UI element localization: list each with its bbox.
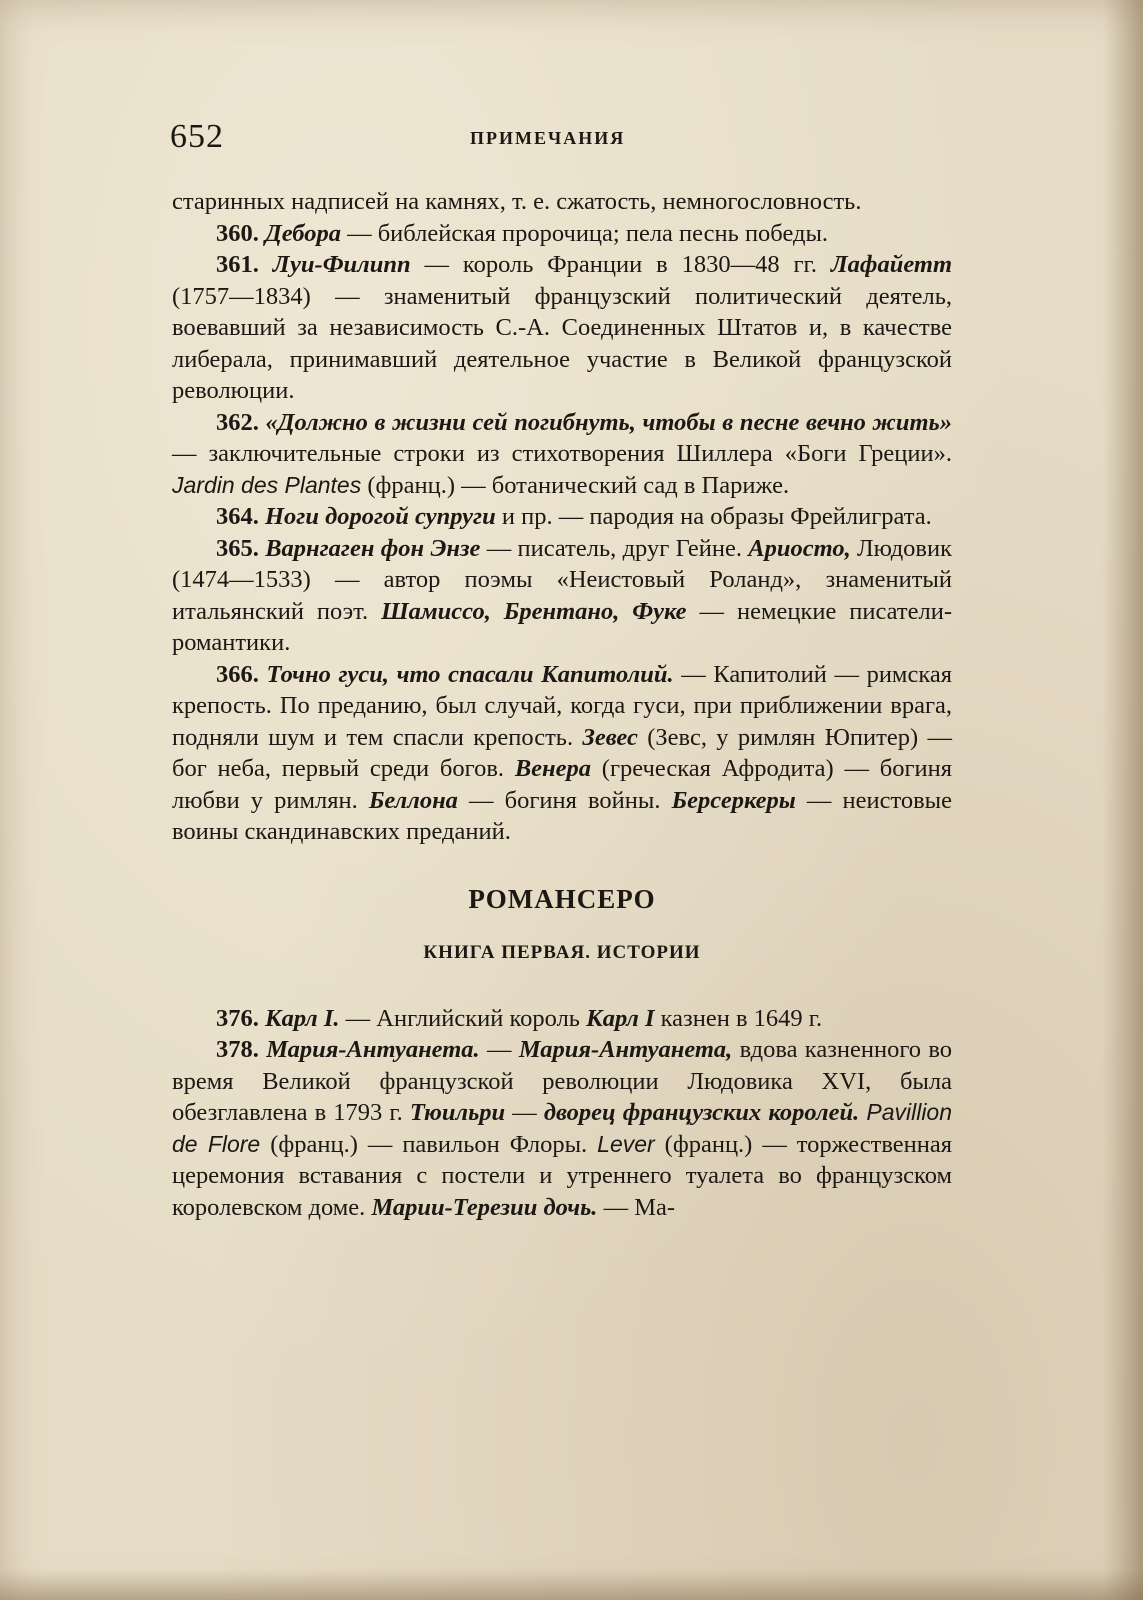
note-term: Венера xyxy=(514,755,592,782)
note-paragraph xyxy=(172,407,952,502)
note-term: «Должно в жизни сей погибнуть, чтобы в песне вечно жить» xyxy=(265,408,953,436)
note-term: Варнгаген фон Энзе xyxy=(265,534,481,562)
note-term: Луи-Филипп xyxy=(272,251,411,278)
note-paragraph xyxy=(172,501,952,533)
note-text: — король Франции в 1830—48 гг. xyxy=(410,251,831,278)
foreign-term: Lever xyxy=(597,1130,655,1157)
note-number: 365. xyxy=(216,534,266,562)
note-term: Берсеркеры xyxy=(671,786,796,814)
note-term: Мария-Антуанета. xyxy=(266,1036,480,1063)
note-text: (франц.) — ботанический сад в Париже. xyxy=(361,471,790,499)
note-paragraph xyxy=(172,1034,952,1223)
note-text: — богиня войны. xyxy=(457,786,672,814)
note-text: — xyxy=(479,1036,519,1063)
note-term: Беллона xyxy=(368,786,458,814)
note-paragraph xyxy=(172,249,952,407)
page-header xyxy=(170,118,950,160)
notes-group-heine xyxy=(172,218,952,848)
note-text: — заключительные строки из стихотворения Шиллера «Боги Греции». xyxy=(172,440,952,467)
note-term: Карл I. xyxy=(265,1004,340,1032)
note-text: — писатель, друг Гейне. xyxy=(480,534,749,562)
note-text: (франц.) — торжественная церемония вставания с постели и утреннего туалета во французском королевском доме. xyxy=(172,1130,953,1221)
section-title: РОМАНСЕРО xyxy=(468,883,656,914)
foreign-term: Pavillion de Flore xyxy=(172,1099,953,1157)
note-text: (франц.) — павильон Флоры. xyxy=(260,1130,598,1158)
note-number: 376. xyxy=(216,1004,265,1032)
note-term: Мария-Антуанета, xyxy=(518,1036,733,1063)
note-term: Марии-Терезии дочь. xyxy=(371,1193,598,1221)
note-term: Тюильри xyxy=(409,1099,506,1126)
note-text: — неистовые воины скандинавских преданий. xyxy=(172,786,952,845)
note-paragraph xyxy=(172,218,952,250)
note-paragraph xyxy=(172,1003,952,1035)
note-text: (Зевс, у римлян Юпитер) — бог неба, первый среди богов. xyxy=(172,723,952,782)
notes-body xyxy=(172,186,952,1223)
note-text: — библейская пророчица; пела песнь победы. xyxy=(340,219,829,247)
note-text: — Ма- xyxy=(597,1193,676,1221)
page-edge-shadow xyxy=(1103,0,1143,1600)
note-number: 366. xyxy=(216,660,267,688)
running-head: ПРИМЕЧАНИЯ xyxy=(470,128,626,148)
note-term: дворец французских королей. xyxy=(543,1099,860,1126)
note-number: 360. xyxy=(216,219,265,247)
note-term: Точно гуси, что спасали Капитолий. xyxy=(266,660,674,688)
note-text: вдова казненного во время Великой французской революции Людовика XVI, была обезглавлена в 1793 г. xyxy=(172,1036,953,1126)
note-term: Ноги дорогой супруги xyxy=(265,503,496,530)
page-bottom-shadow xyxy=(0,1570,1143,1600)
note-term: Лафайетт xyxy=(830,251,952,278)
foreign-term: Jardin des Plantes xyxy=(172,471,362,498)
note-number: 362. xyxy=(216,408,266,436)
note-term: Зевес xyxy=(582,723,638,751)
subsection-title: КНИГА ПЕРВАЯ. ИСТОРИИ xyxy=(423,942,701,963)
note-text: (1757—1834) — знаменитый французский политический деятель, воевавший за независимость С.-А. Соединенных Штатов и, в качестве либерала, принимавший деятельное участие в Великой французской революции. xyxy=(172,282,952,404)
note-number: 364. xyxy=(216,503,265,530)
note-paragraph xyxy=(172,659,952,848)
note-number: 378. xyxy=(216,1036,267,1063)
note-paragraph xyxy=(172,533,952,659)
note-text: — Капитолий — римская крепость. По преданию, был случай, когда гуси, при приближении врага, подняли шум и тем спасли крепость. xyxy=(172,660,952,751)
note-number: 361. xyxy=(216,251,273,278)
intro-paragraph: старинных надписей на камнях, т. е. сжатость, немногословность. xyxy=(172,188,862,215)
page-number: 652 xyxy=(170,118,224,155)
note-term: Шамиссо, Брентано, Фуке xyxy=(381,597,687,625)
note-text: — Английский король xyxy=(339,1004,587,1032)
note-text: и пр. — пародия на образы Фрейлиграта. xyxy=(495,503,932,530)
notes-group-romancero xyxy=(172,1003,952,1224)
note-term: Дебора xyxy=(265,219,341,247)
note-term: Ариосто, xyxy=(748,534,851,562)
note-term: Карл I xyxy=(586,1004,655,1032)
note-text: — немецкие писатели-романтики. xyxy=(172,597,952,656)
note-text: (греческая Афродита) — богиня любви у римлян. xyxy=(172,755,952,814)
note-text: казнен в 1649 г. xyxy=(654,1004,823,1032)
note-text: Людовик (1474—1533) — автор поэмы «Неистовый Роланд», знаменитый итальянский поэт. xyxy=(172,534,952,625)
note-text: — xyxy=(505,1099,544,1126)
